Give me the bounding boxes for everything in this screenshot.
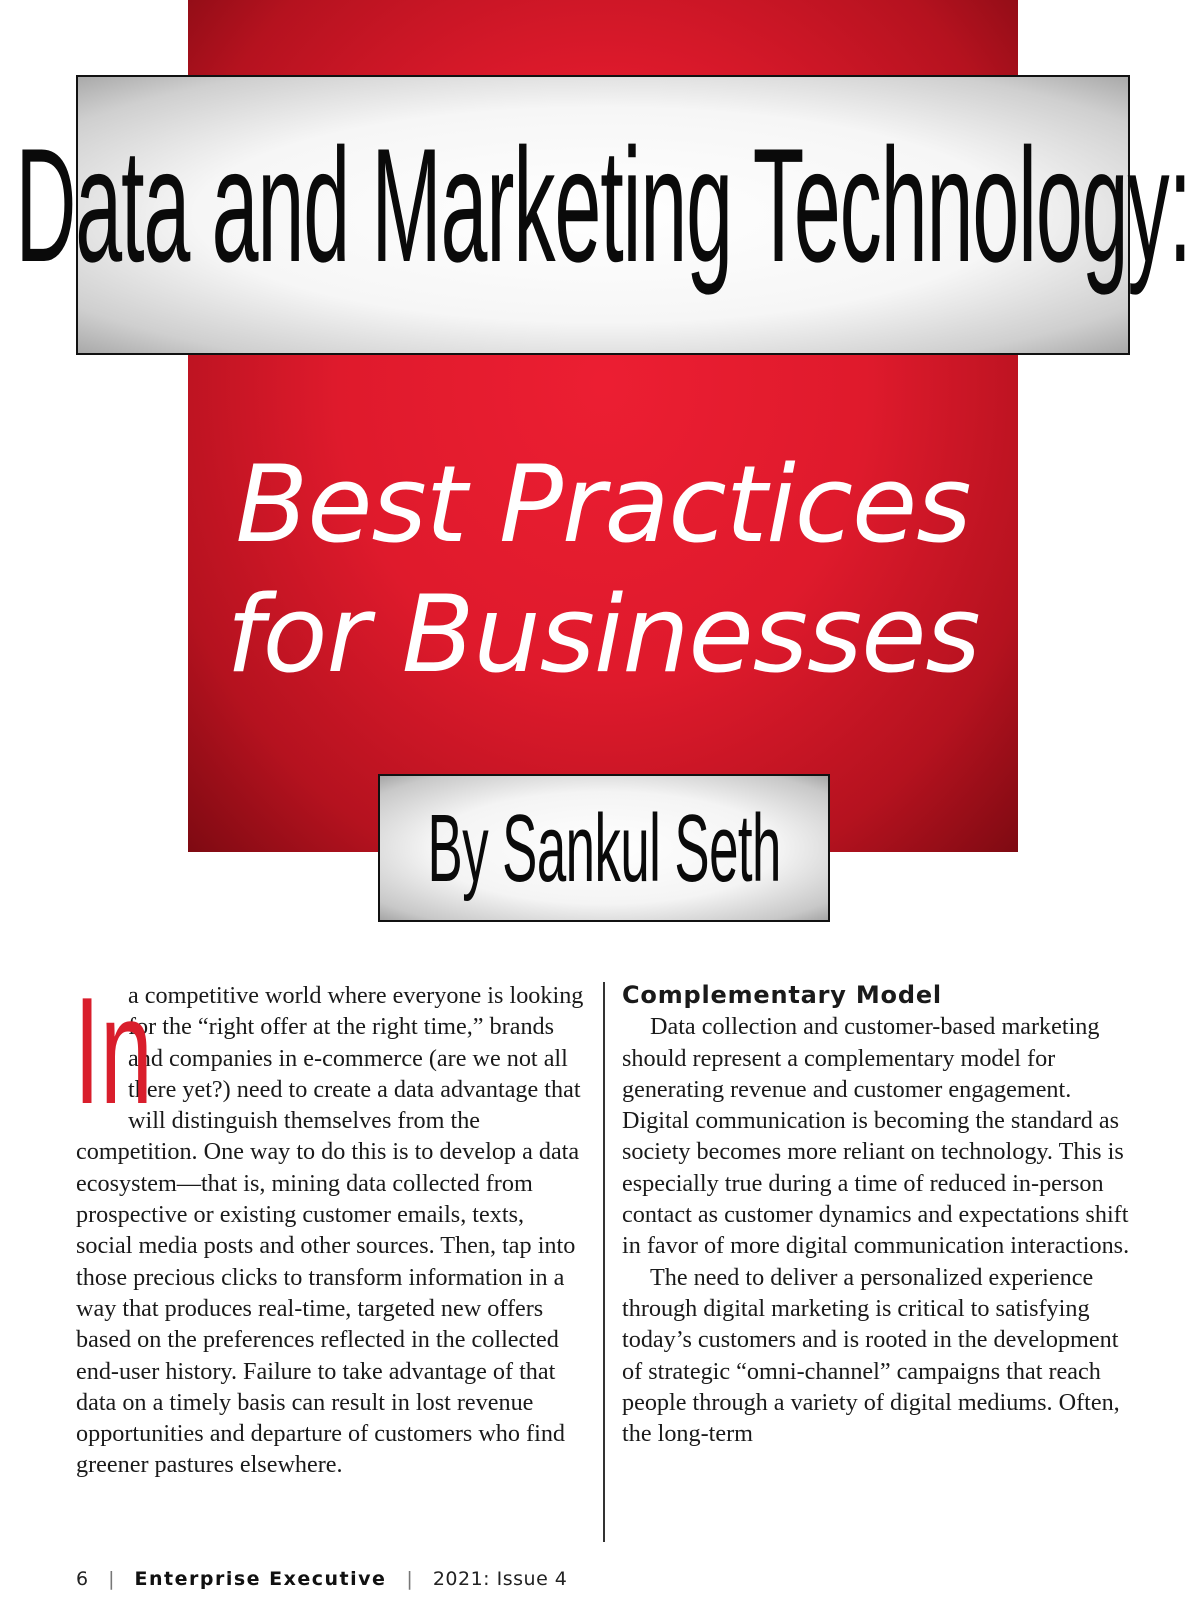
page-number: 6 — [76, 1568, 89, 1590]
footer-separator: | — [406, 1568, 413, 1590]
footer-separator: | — [108, 1568, 115, 1590]
left-column — [74, 966, 586, 1481]
publication-name: Enterprise Executive — [134, 1568, 387, 1590]
page-footer — [76, 1568, 776, 1590]
section-heading: Complementary Model — [622, 981, 942, 1009]
body-paragraph-1: Data collection and customer-based marketing should represent a complementary model for generating revenue and customer engagement. Digital communication is becoming the standard as society becomes more reliant on technology. This is especially true during a time of reduced in-person contact as customer dynamics and expectations shift in favor of more digital communication interactions. — [622, 1013, 1130, 1260]
article-subtitle — [188, 440, 1018, 700]
article-title: Data and Marketing Technology: — [15, 115, 1191, 296]
right-column — [622, 980, 1130, 1449]
subtitle-line-2: for Businesses — [226, 573, 980, 696]
byline-box — [378, 774, 830, 922]
title-box — [15, 75, 1191, 355]
body-paragraph-2: The need to deliver a personalized experience through digital marketing is critical to satisfying today’s customers and is rooted in the development of strategic “omni-channel” campaigns that reach people through a variety of digital mediums. Often, the long-term — [622, 1263, 1120, 1448]
author-byline: By Sankul Seth — [427, 795, 781, 902]
column-divider — [603, 982, 605, 1542]
drop-cap: In — [74, 966, 153, 1136]
subtitle-line-1: Best Practices — [235, 443, 971, 566]
intro-paragraph: a competitive world where everyone is looking for the “right offer at the right time,” brands and companies in e-commerce (are we not all there yet?) need to create a data advantage that will distinguish themselves from the competition. One way to do this is to develop a data ecosystem—that is, mining data collected from prospective or existing customer emails, texts, social media posts and other sources. Then, tap into those precious clicks to transform information in a way that produces real-time, targeted new offers based on the preferences reflected in the collected end-user history. Failure to take advantage of that data on a timely basis can result in lost revenue opportunities and departure of customers who find greener pastures elsewhere. — [76, 982, 584, 1479]
issue-label: 2021: Issue 4 — [432, 1568, 568, 1590]
